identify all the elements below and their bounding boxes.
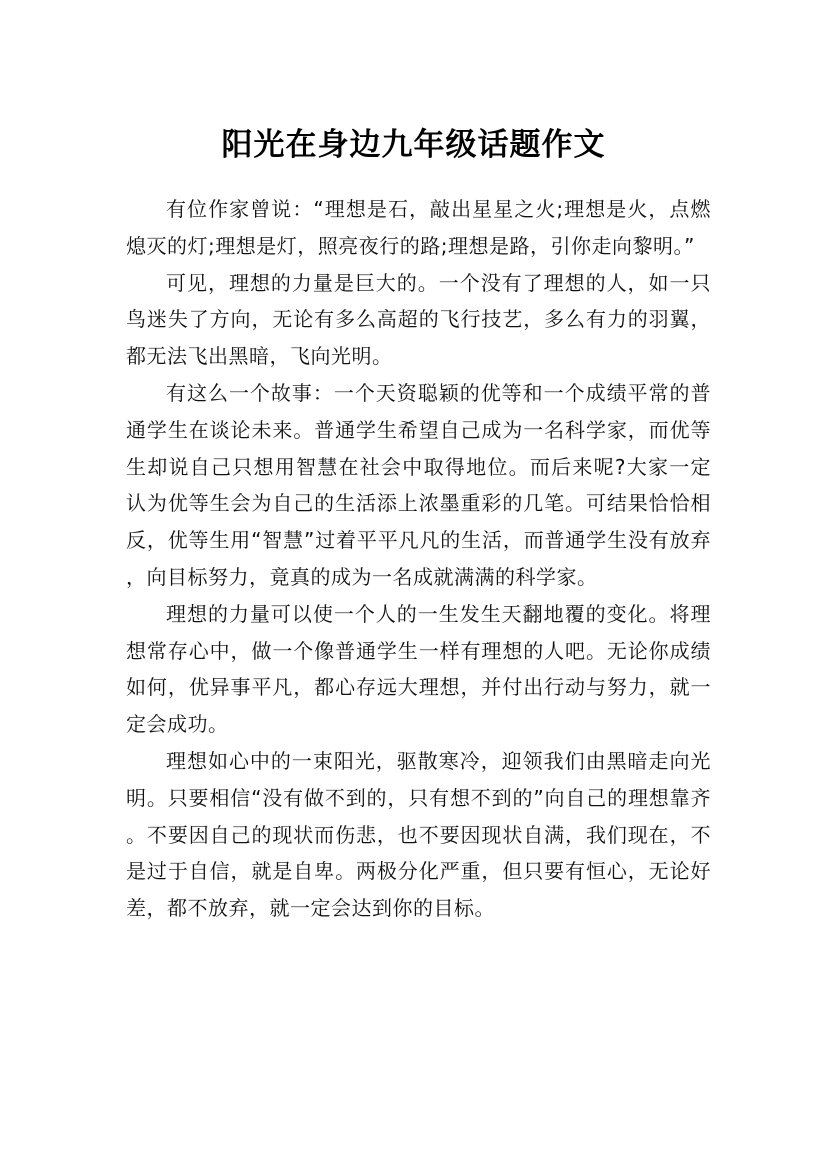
paragraph-5: 理想如心中的一束阳光，驱散寒冷，迎领我们由黑暗走向光明。只要相信“没有做不到的，只有想不到的”向自己的理想靠齐。不要因自己的现状而伤悲，也不要因现状自满，我们现在，不是过于自信，就是自卑。两极分化严重，但只要有恒心，无论好差，都不放弃，就一定会达到你的目标。 — [126, 748, 711, 921]
paragraph-3: 有这么一个故事：一个天资聪颖的优等和一个成绩平常的普通学生在谈论未来。普通学生希望自己成为一名科学家，而优等生却说自己只想用智慧在社会中取得地位。而后来呢?大家一定认为优等生会为自己的生活添上浓墨重彩的几笔。可结果恰恰相反，优等生用“智慧”过着平平凡凡的生活，而普通学生没有放弃，向目标努力，竟真的成为一名成就满满的科学家。 — [126, 380, 711, 589]
paragraph-1: 有位作家曾说：“理想是石，敲出星星之火;理想是火，点燃熄灭的灯;理想是灯，照亮夜行的路;理想是路，引你走向黎明。” — [126, 197, 711, 258]
document-title: 阳光在身边九年级话题作文 — [221, 126, 606, 163]
paragraph-4: 理想的力量可以使一个人的一生发生天翻地覆的变化。将理想常存心中，做一个像普通学生一样有理想的人吧。无论你成绩如何，优异事平凡，都心存远大理想，并付出行动与努力，就一定会成功。 — [126, 601, 711, 737]
essay-body — [126, 191, 711, 927]
paragraph-2: 可见，理想的力量是巨大的。一个没有了理想的人，如一只鸟迷失了方向，无论有多么高超的飞行技艺，多么有力的羽翼，都无法飞出黑暗，飞向光明。 — [126, 270, 711, 369]
